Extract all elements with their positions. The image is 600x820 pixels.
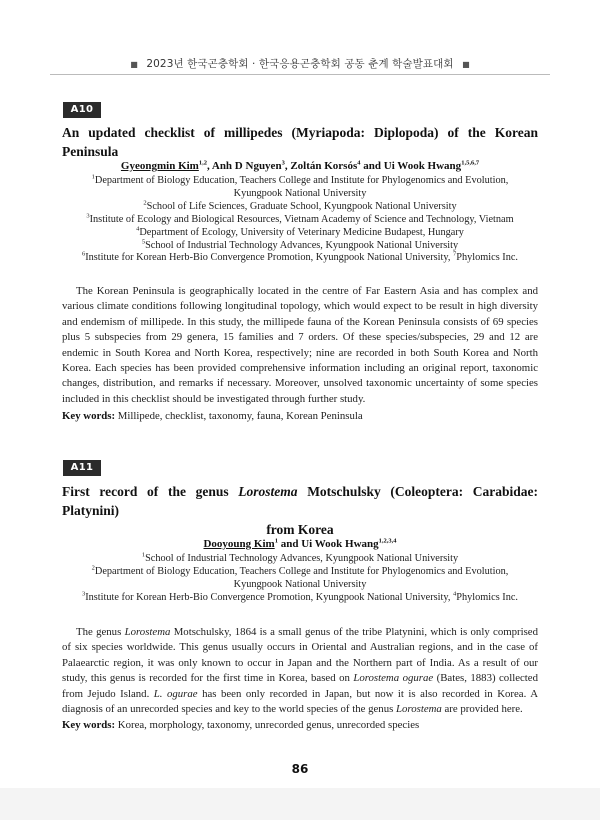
conference-header — [0, 56, 600, 71]
affiliation: $^3$Institute for Korean Herb-Bio Convergence Promotion, Kyungpook National University, $^4$Phylomics Inc. — [81, 590, 519, 603]
square-bullet-icon: ■ — [130, 60, 138, 69]
square-bullet-icon: ■ — [462, 60, 470, 69]
affiliation-list — [62, 175, 538, 265]
abstract-body: The Korean Peninsula is geographically located in the centre of Far Eastern Asia and has complex and various climate conditions following longitudinal topology, which would expect to be result in high diversity and endemism of millipede. In this study, the millipede fauna of the Korean Peninsula consists of 69 species plus 5 subspecies from 29 genera, 15 families and 7 orders. Of these species/subspecies, 29 and 12 are endemic in South Korea and North Korea, respectively; nine are recorded in both South Korea and North Korea. Each species has been provided comprehensive information including an original report, taxonomic changes, distribution, and remarks if necessary. Moreover, unsolved taxonomic uncertainty of some species included in this checklist should be investigated through further study. — [62, 285, 538, 405]
keywords-label: Key words: — [62, 719, 116, 731]
affiliation: Kyungpook National University — [233, 578, 367, 590]
author-name: Anh D Nguyen — [211, 160, 282, 172]
keywords — [62, 719, 538, 731]
abstract-title: An updated checklist of millipedes (Myriapoda: Diplopoda) of the Korean Peninsula — [62, 125, 538, 159]
affiliation: $^1$Department of Biology Education, Teachers College and Institute for Phylogenomics and Evolution, — [91, 173, 509, 186]
page-number: 86 — [291, 762, 309, 776]
affiliation: $^6$Institute for Korean Herb-Bio Convergence Promotion, Kyungpook National University, $^7$Phylomics Inc. — [81, 251, 519, 264]
affiliation: Kyungpook National University — [233, 187, 367, 199]
author-name: Ui Wook Hwang — [301, 538, 379, 550]
abstract-id-badge: A11 — [63, 460, 101, 476]
affiliation: $^2$Department of Biology Education, Teachers College and Institute for Phylogenomics and Evolution, — [91, 564, 509, 577]
keywords-text: Millipede, checklist, taxonomy, fauna, Korean Peninsula — [117, 410, 363, 422]
keywords-text: Korea, morphology, taxonomy, unrecorded genus, unrecorded species — [117, 719, 420, 731]
header-rule — [50, 74, 550, 75]
author-name: Ui Wook Hwang — [383, 160, 462, 172]
keywords-label: Key words: — [62, 410, 116, 422]
conference-title: 2023년 한국곤충학회 · 한국응용곤충학회 공동 춘계 학술발표대회 — [146, 58, 454, 70]
author-name: Zoltán Korsós — [290, 160, 358, 172]
abstract-id-badge: A10 — [63, 102, 101, 118]
affiliation: $^1$School of Industrial Technology Advances, Kyungpook National University — [141, 551, 459, 564]
affiliation: $^3$Institute of Ecology and Biological Resources, Vietnam Academy of Science and Technology, Vietnam — [86, 212, 514, 225]
author-list: Dooyoung Kim$^1$ and Ui Wook Hwang$^{1,2,3,4}$ — [203, 537, 397, 550]
keywords — [62, 410, 538, 422]
abstract-title: First record of the genus Lorostema Motschulsky (Coleoptera: Carabidae: Platynini) from Korea — [62, 484, 538, 537]
author-name: Gyeongmin Kim — [120, 160, 199, 172]
author-name: Dooyoung Kim — [203, 538, 275, 550]
author-list: Gyeongmin Kim$^{1,2}$, Anh D Nguyen$^3$, Zoltán Korsós$^4$ and Ui Wook Hwang$^{1,5,6,7}$ — [120, 159, 480, 172]
affiliation: $^2$School of Life Sciences, Graduate School, Kyungpook National University — [143, 199, 457, 212]
affiliation-list — [62, 553, 538, 605]
footer-band — [0, 788, 600, 820]
abstract-body: The genus Lorostema Motschulsky, 1864 is a small genus of the tribe Platynini, which is only comprised of six species worldwide. This genus usually occurs in Oriental and Australian regions, and in the case of Palaearctic region, it was only known to occur in Japan and the Northern part of India. As a result of our study, this genus is recorded for the first time in Korea, based on Lorostema ogurae (Bates, 1883) collected from Jejudo Island. L. ogurae has been only recorded in Japan, but now it is also recorded in Korea. A diagnosis of an unrecorded species and key to the world species of the genus Lorostema are provided here. — [62, 626, 538, 716]
affiliation: $^5$School of Industrial Technology Advances, Kyungpook National University — [141, 238, 459, 251]
affiliation: $^4$Department of Ecology, University of Veterinary Medicine Budapest, Hungary — [136, 225, 464, 238]
